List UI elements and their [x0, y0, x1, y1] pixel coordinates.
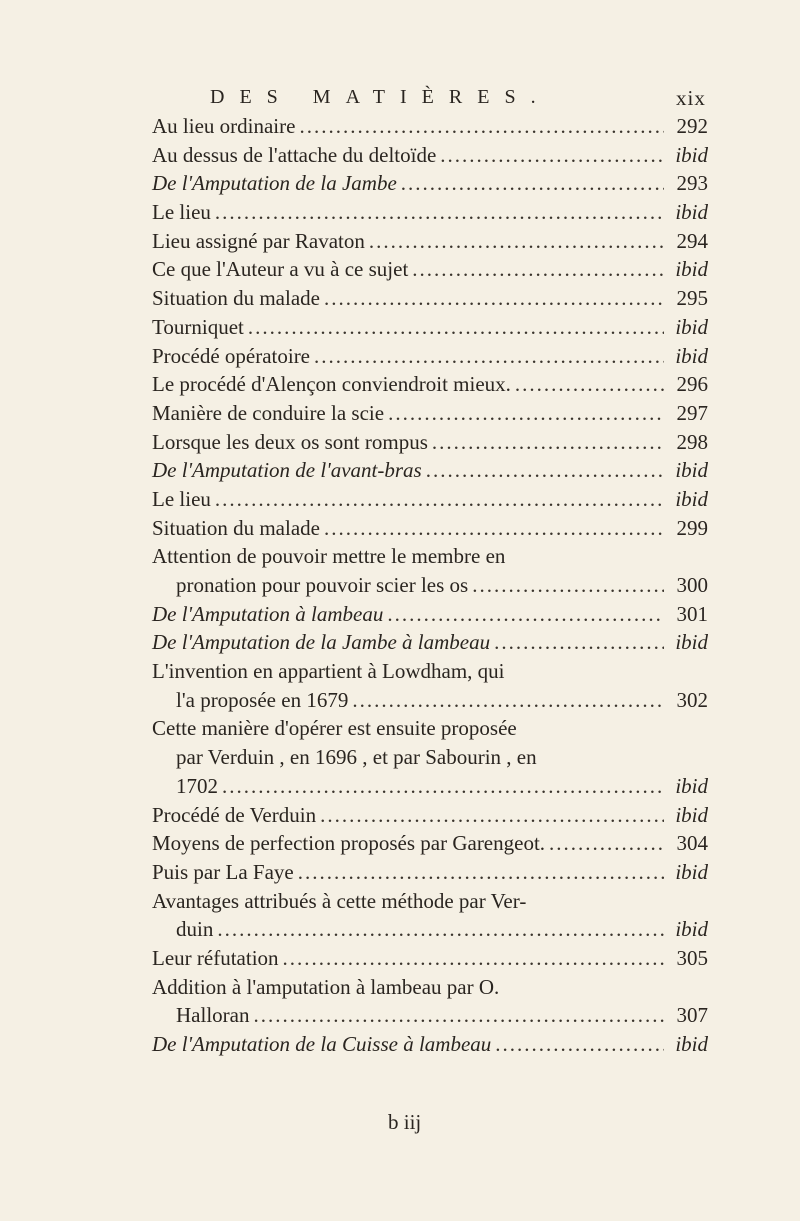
toc-entry-page: ibid	[675, 257, 708, 282]
toc-entry	[152, 456, 708, 485]
toc-entry-continuation-text: par Verduin , en 1696 , et par Sabourin , en	[176, 745, 537, 770]
toc-entry-title: Procédé de Verduin	[152, 802, 317, 827]
toc-entry-page: ibid	[675, 773, 708, 798]
toc-entry-page: ibid	[675, 1032, 708, 1056]
toc-entry	[152, 399, 708, 428]
toc-entry-page: ibid	[675, 200, 708, 225]
toc-entry-page: 296	[676, 372, 708, 397]
toc-entry-title: Moyens de perfection proposés par Garengeot.	[152, 831, 546, 856]
dot-leader	[283, 944, 664, 973]
toc-entry-page: 305	[676, 945, 708, 970]
dot-leader	[222, 772, 664, 801]
toc-entry-title: Procédé opératoire	[152, 343, 311, 368]
toc-entry-title: Attention de pouvoir mettre le membre en	[152, 544, 506, 569]
toc-entry-continuation-text: pronation pour pouvoir scier les os	[176, 573, 469, 597]
toc-entry-continuation	[152, 743, 708, 772]
toc-entry	[152, 944, 708, 973]
dot-leader	[215, 485, 664, 514]
toc-entry-title: Situation du malade	[152, 515, 320, 540]
dot-leader	[432, 428, 664, 457]
dot-leader	[215, 198, 664, 227]
dot-leader	[549, 829, 664, 858]
toc-entry	[152, 600, 708, 629]
toc-entry-title: Manière de conduire la scie	[152, 400, 385, 425]
toc-entry-title: Lieu assigné par Ravaton	[152, 228, 365, 253]
toc-entry-page: 304	[676, 831, 708, 856]
toc-entry-title: Avantages attribués à cette méthode par Ver-	[152, 888, 527, 913]
toc-entry	[152, 284, 708, 313]
toc-entry-title: Au lieu ordinaire	[152, 114, 296, 138]
toc-entry	[152, 829, 708, 858]
toc-entry-page: ibid	[675, 802, 708, 827]
toc-entry	[152, 628, 708, 657]
toc-entry-continuation-text: duin	[176, 917, 214, 942]
toc-entry	[152, 227, 708, 256]
dot-leader	[324, 284, 664, 313]
toc-entry	[152, 370, 708, 399]
dot-leader	[401, 169, 664, 198]
toc-entry-page: ibid	[675, 630, 708, 655]
toc-entry-page: 295	[676, 286, 708, 311]
toc-entry-page: 302	[676, 687, 708, 712]
toc-entry	[152, 714, 708, 743]
toc-entry-title: De l'Amputation de la Jambe	[152, 171, 397, 196]
toc-entry	[152, 428, 708, 457]
dot-leader	[515, 370, 664, 399]
toc-entry-continuation-text: 1702	[176, 773, 218, 798]
dot-leader	[248, 313, 664, 342]
toc-entry	[152, 973, 708, 1002]
toc-entry	[152, 514, 708, 543]
toc-entry-title: Leur réfutation	[152, 945, 279, 970]
running-head-title: DES MATIÈRES.	[210, 86, 551, 108]
dot-leader	[324, 514, 664, 543]
toc-entry-page: 292	[676, 114, 708, 138]
toc-entry-page: ibid	[675, 343, 708, 368]
toc-entry	[152, 657, 708, 686]
toc-entry-title: De l'Amputation de l'avant-bras	[152, 458, 422, 483]
toc-entry-continuation-text: l'a proposée en 1679	[176, 687, 349, 712]
toc-entry	[152, 169, 708, 198]
page-folio: xix	[676, 86, 706, 110]
toc-entry-title: Le lieu	[152, 200, 211, 225]
dot-leader	[369, 227, 664, 256]
dot-leader	[412, 255, 664, 284]
toc-entry-title: L'invention en appartient à Lowdham, qui	[152, 659, 505, 684]
toc-entry-continuation	[152, 571, 708, 600]
toc-entry-continuation	[152, 772, 708, 801]
toc-entry-continuation-text: Halloran	[176, 1003, 250, 1028]
dot-leader	[320, 801, 664, 830]
toc-entry-title: De l'Amputation à lambeau	[152, 601, 384, 626]
toc-entry	[152, 255, 708, 284]
toc-entry-page: 298	[676, 429, 708, 454]
toc-entry	[152, 801, 708, 830]
dot-leader	[426, 456, 664, 485]
toc-entry-continuation	[152, 915, 708, 944]
toc-entry	[152, 1030, 708, 1059]
toc-entry	[152, 485, 708, 514]
dot-leader	[440, 141, 664, 170]
toc-entry-title: Ce que l'Auteur a vu à ce sujet	[152, 257, 409, 282]
toc-entry-page: 300	[676, 573, 708, 597]
dot-leader	[253, 1001, 664, 1030]
toc-entry	[152, 112, 708, 141]
toc-entry-page: 299	[676, 515, 708, 540]
dot-leader	[387, 600, 664, 629]
toc-entry	[152, 542, 708, 571]
toc-entry	[152, 141, 708, 170]
dot-leader	[494, 628, 664, 657]
toc-entry-page: 294	[676, 228, 708, 253]
toc-entry-page: ibid	[675, 917, 708, 942]
dot-leader	[314, 342, 664, 371]
toc-entry-title: Puis par La Faye	[152, 859, 294, 884]
toc-entry-title: Lorsque les deux os sont rompus	[152, 429, 428, 454]
table-of-contents	[152, 112, 708, 1059]
toc-entry-continuation	[152, 686, 708, 715]
toc-entry-title: Addition à l'amputation à lambeau par O.	[152, 974, 500, 999]
toc-entry-continuation	[152, 1001, 708, 1030]
toc-entry-title: Le procédé d'Alençon conviendroit mieux.	[152, 372, 511, 397]
signature-mark: b iij	[388, 1110, 422, 1134]
toc-entry-title: De l'Amputation de la Jambe à lambeau	[152, 630, 491, 655]
toc-entry-page: 301	[676, 601, 708, 626]
toc-entry-title: Cette manière d'opérer est ensuite proposée	[152, 716, 517, 741]
dot-leader	[299, 112, 664, 141]
dot-leader	[495, 1030, 664, 1059]
toc-entry-title: Tourniquet	[152, 314, 244, 339]
toc-entry-title: De l'Amputation de la Cuisse à lambeau	[152, 1032, 492, 1056]
toc-entry	[152, 887, 708, 916]
toc-entry-page: ibid	[675, 859, 708, 884]
toc-entry	[152, 198, 708, 227]
dot-leader	[472, 571, 664, 600]
toc-entry-title: Au dessus de l'attache du deltoïde	[152, 142, 437, 167]
toc-entry	[152, 858, 708, 887]
dot-leader	[298, 858, 664, 887]
toc-entry-page: 297	[676, 400, 708, 425]
toc-entry-page: ibid	[675, 314, 708, 339]
toc-entry	[152, 342, 708, 371]
toc-entry-page: 307	[676, 1003, 708, 1028]
toc-entry-page: 293	[676, 171, 708, 196]
toc-entry	[152, 313, 708, 342]
dot-leader	[217, 915, 664, 944]
toc-entry-title: Le lieu	[152, 486, 211, 511]
dot-leader	[388, 399, 664, 428]
toc-entry-title: Situation du malade	[152, 286, 320, 311]
toc-entry-page: ibid	[675, 458, 708, 483]
dot-leader	[352, 686, 664, 715]
toc-entry-page: ibid	[675, 142, 708, 167]
toc-entry-page: ibid	[675, 486, 708, 511]
